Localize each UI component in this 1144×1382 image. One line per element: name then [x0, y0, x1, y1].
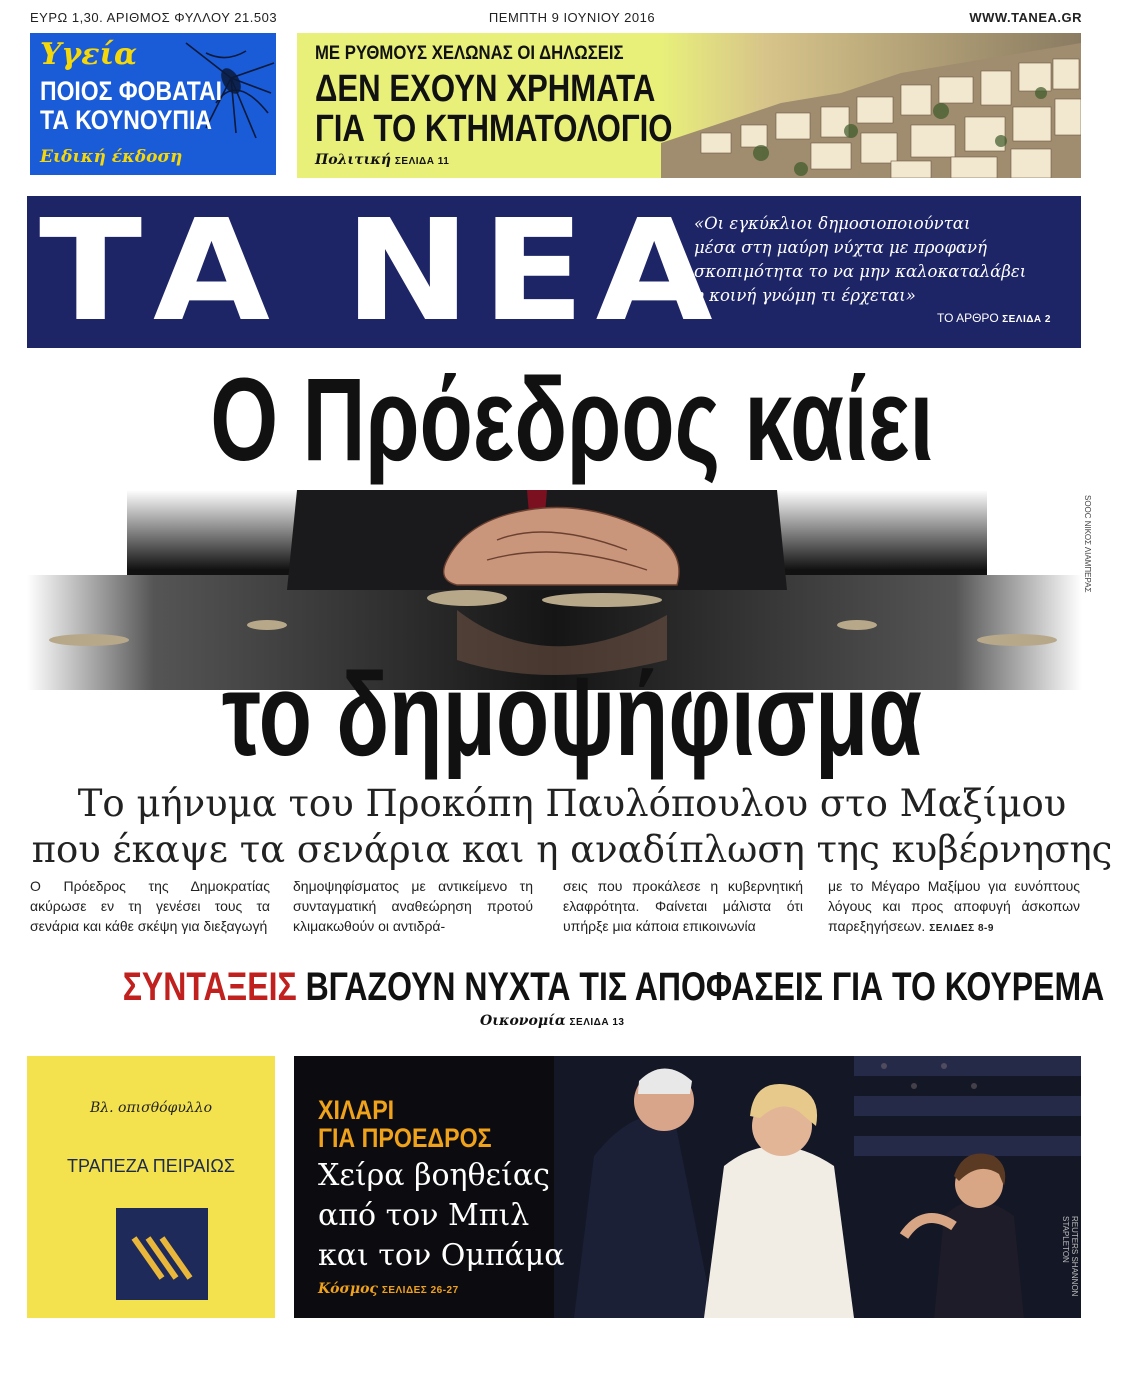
- health-footer: Ειδική έκδοση: [40, 147, 183, 167]
- masthead: [27, 190, 1081, 353]
- main-story-pages: ΣΕΛΙΔΕΣ 8-9: [929, 923, 994, 934]
- clinton-headline-line2: από τον Μπιλ: [318, 1198, 530, 1233]
- price-issue: ΕΥΡΩ 1,30. ΑΡΙΘΜΟΣ ΦΥΛΛΟΥ 21.503: [30, 10, 278, 25]
- cadastre-headline: [315, 69, 673, 149]
- pensions-headline-red: ΣΥΝΤΑΞΕΙΣ: [122, 965, 297, 1009]
- website-link[interactable]: WWW.TANEA.GR: [969, 10, 1082, 25]
- ad-note: Βλ. οπισθόφυλλο: [89, 1100, 213, 1116]
- main-body-col1: Ο Πρόεδρος της Δημοκρατίας ακύρωσε εν τη γενέσει τους τα σενάρια και κάθε σκέψη για διεξαγωγή: [30, 878, 270, 934]
- cadastre-headline-line1: ΔΕΝ ΕΧΟΥΝ ΧΡΗΜΑΤΑ: [315, 68, 656, 110]
- city-photo: [661, 33, 1081, 178]
- clinton-teaser[interactable]: [294, 1056, 1081, 1318]
- cadastre-section: Πολιτική: [315, 152, 392, 168]
- health-kicker: Υγεία: [40, 37, 138, 72]
- main-body-col4-text: με το Μέγαρο Μαξίμου για ευνόπτους λόγους και προς αποφυγή άσκοπων παρεξηγήσεων.: [828, 878, 1080, 934]
- editorial-quote: [694, 212, 1066, 308]
- health-headline-line1: ΠΟΙΟΣ ΦΟΒΑΤΑΙ: [40, 76, 223, 106]
- clinton-headline: [318, 1156, 565, 1276]
- quote-reference[interactable]: [937, 311, 1051, 325]
- pensions-headline[interactable]: [0, 965, 1144, 1010]
- health-headline: [40, 77, 222, 135]
- clinton-kicker-line1: ΧΙΛΑΡΙ: [318, 1095, 395, 1125]
- clinton-kicker: [318, 1096, 492, 1152]
- pensions-page-ref: [480, 1012, 624, 1029]
- pensions-headline-rest: ΒΓΑΖΟΥΝ ΝΥΧΤΑ ΤΙΣ ΑΠΟΦΑΣΕΙΣ ΓΙΑ ΤΟ ΚΟΥΡΕΜΑ: [305, 965, 1105, 1009]
- cadastre-supertitle: ΜΕ ΡΥΘΜΟΥΣ ΧΕΛΩΝΑΣ ΟΙ ΔΗΛΩΣΕΙΣ: [315, 43, 624, 64]
- piraeus-logo-icon: [116, 1208, 208, 1300]
- main-body-col2: δημοψηφίσματος με αντικείμενο τη συνταγματική αναθεώρηση προτού κλιμακωθούν οι αντιδρά-: [293, 878, 533, 934]
- quote-line1: «Οι εγκύκλιοι δημοσιοποιούνται: [694, 214, 971, 233]
- main-photo-credit: SOOC ΝΙΚΟΣ ΛΙΑΜΠΕΡΑΣ: [1083, 495, 1092, 593]
- clinton-headline-line3: και τον Ομπάμα: [318, 1238, 565, 1273]
- cadastre-page-ref: [315, 151, 449, 168]
- main-subhead-line1: Το μήνυμα του Προκόπη Παυλόπουλου στο Μαξίμου: [77, 782, 1067, 825]
- health-headline-line2: ΤΑ ΚΟΥΝΟΥΠΙΑ: [40, 105, 212, 135]
- piraeus-ad[interactable]: [27, 1056, 275, 1318]
- clinton-section: Κόσμος: [318, 1281, 378, 1297]
- quote-line4: η κοινή γνώμη τι έρχεται»: [694, 286, 916, 305]
- main-body-col4: [828, 876, 1080, 939]
- clinton-photo: [554, 1056, 1081, 1318]
- ad-brand: ΤΡΑΠΕΖΑ ΠΕΙΡΑΙΩΣ: [67, 1156, 235, 1176]
- clinton-page: ΣΕΛΙΔΕΣ 26-27: [381, 1285, 459, 1296]
- main-headline-line2[interactable]: το δημοψήφισμα: [222, 649, 922, 781]
- quote-line2: μέσα στη μαύρη νύχτα με προφανή: [694, 238, 987, 257]
- quote-ref-page: ΣΕΛΙΔΑ 2: [1002, 314, 1051, 325]
- clinton-kicker-line2: ΓΙΑ ΠΡΟΕΔΡΟΣ: [318, 1123, 492, 1153]
- clinton-page-ref: [318, 1280, 459, 1297]
- health-teaser[interactable]: [30, 33, 276, 175]
- clinton-headline-line1: Χείρα βοηθείας: [318, 1158, 550, 1193]
- main-body-col3: σεις που προκάλεσε η κυβερνητική ελαφρότητα. Φαίνεται μάλιστα ότι υπήρξε μια κάποια επικοινωνία: [563, 878, 803, 934]
- clinton-photo-credit: REUTERS SHANNON STAPLETON: [1061, 1216, 1079, 1297]
- quote-ref-label: ΤΟ ΑΡΘΡΟ: [936, 311, 999, 325]
- cadastre-headline-line2: ΓΙΑ ΤΟ ΚΤΗΜΑΤΟΛΟΓΙΟ: [315, 108, 673, 150]
- newspaper-logo[interactable]: ΤΑ ΝΕΑ: [39, 190, 724, 353]
- cadastre-page: ΣΕΛΙΔΑ 11: [394, 156, 450, 167]
- issue-date: ΠΕΜΠΤΗ 9 ΙΟΥΝΙΟΥ 2016: [488, 10, 656, 25]
- main-subhead-line2: που έκαψε τα σενάρια και η αναδίπλωση της κυβέρνησης: [31, 828, 1113, 871]
- main-headline-line1[interactable]: Ο Πρόεδρος καίει: [210, 354, 934, 486]
- pensions-section: Οικονομία: [480, 1013, 566, 1029]
- pensions-page: ΣΕΛΙΔΑ 13: [569, 1017, 625, 1028]
- quote-line3: σκοπιμότητα το να μην καλοκαταλάβει: [694, 262, 1027, 281]
- cadastre-teaser[interactable]: [297, 33, 1081, 178]
